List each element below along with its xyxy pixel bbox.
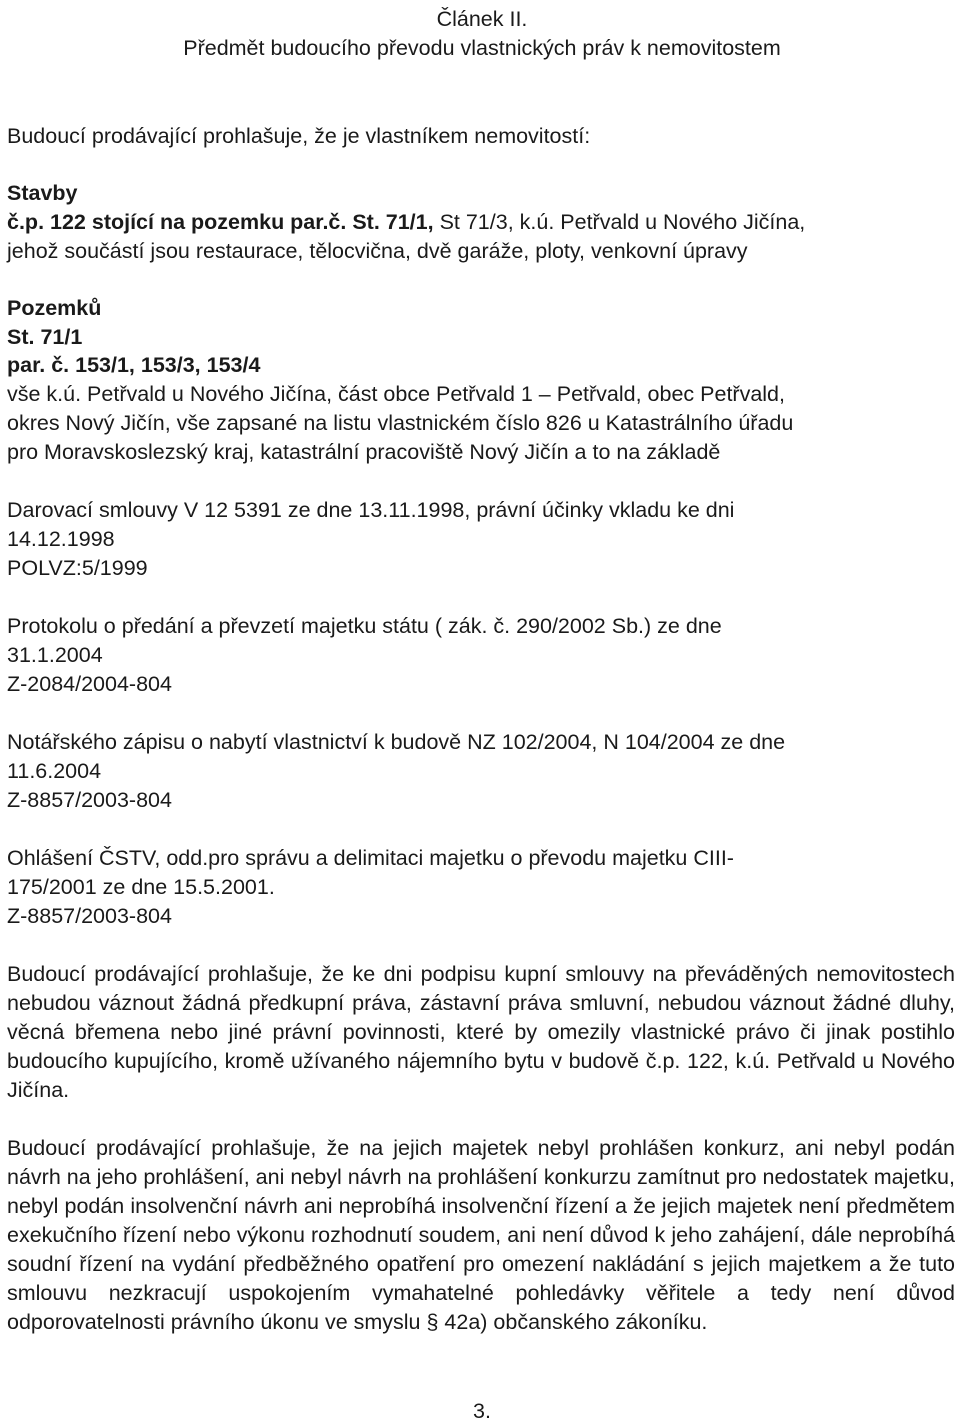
deed-1-line-1: Darovací smlouvy V 12 5391 ze dne 13.11.1998, právní účinky vkladu ke dni [7, 498, 735, 522]
buildings-label: Stavby [7, 181, 78, 205]
deed-1-line-2: 14.12.1998 [7, 527, 115, 551]
deed-2-line-3: Z-2084/2004-804 [7, 672, 172, 696]
page-number: 3. [473, 1399, 491, 1423]
buildings-line-1-bold: č.p. 122 stojící na pozemku par.č. St. 71/1, [7, 210, 434, 234]
deed-3-line-2: 11.6.2004 [7, 759, 102, 783]
deed-2-line-2: 31.1.2004 [7, 643, 103, 667]
land-label: Pozemků [7, 296, 102, 320]
land-line-3: vše k.ú. Petřvald u Nového Jičína, část obce Petřvald 1 – Petřvald, obec Petřvald, [7, 382, 785, 406]
deed-4-line-3: Z-8857/2003-804 [7, 904, 172, 928]
paragraph-encumbrances: Budoucí prodávající prohlašuje, že ke dni podpisu kupní smlouvy na převáděných nemovitostech nebudou váznout žádná předkupní práva, zástavní práva smluvní, nebudou váznout žádné dluhy, věcná břemena nebo jiné právní povinnosti, které by omezily vlastnické právo či jinak postihlo budoucího kupujícího, kromě užívaného nájemního bytu v budově č.p. 122, k.ú. Petřvald u Nového Jičína. [7, 962, 955, 1102]
deed-2-line-1: Protokolu o předání a převzetí majetku státu ( zák. č. 290/2002 Sb.) ze dne [7, 614, 722, 638]
buildings-line-1 [7, 209, 805, 235]
land-line-1: St. 71/1 [7, 325, 83, 349]
deed-3-line-3: Z-8857/2003-804 [7, 788, 172, 812]
intro-text: Budoucí prodávající prohlašuje, že je vlastníkem nemovitostí: [7, 124, 591, 148]
deed-1-line-3: POLVZ:5/1999 [7, 556, 148, 580]
buildings-line-2: jehož součástí jsou restaurace, tělocvična, dvě garáže, ploty, venkovní úpravy [7, 239, 748, 263]
land-line-5: pro Moravskoslezský kraj, katastrální pracoviště Nový Jičín a to na základě [7, 440, 721, 464]
deed-4-line-1: Ohlášení ČSTV, odd.pro správu a delimitaci majetku o převodu majetku CIII- [7, 846, 734, 870]
land-line-4: okres Nový Jičín, vše zapsané na listu vlastnickém číslo 826 u Katastrálního úřadu [7, 411, 794, 435]
land-line-2: par. č. 153/1, 153/3, 153/4 [7, 353, 261, 377]
deed-3-line-1: Notářského zápisu o nabytí vlastnictví k budově NZ 102/2004, N 104/2004 ze dne [7, 730, 786, 754]
deed-4-line-2: 175/2001 ze dne 15.5.2001. [7, 875, 275, 899]
article-heading: Článek II. [436, 7, 528, 31]
buildings-line-1-rest: St 71/3, k.ú. Petřvald u Nového Jičína, [433, 210, 806, 234]
paragraph-bankruptcy: Budoucí prodávající prohlašuje, že na jejich majetek nebyl prohlášen konkurz, ani nebyl podán návrh na jeho prohlášení, ani nebyl návrh na prohlášení konkurzu zamítnut pro nedostatek majetku, nebyl podán insolvenční návrh ani neprobíhá insolvenční řízení a že jejich majetek není předmětem exekučního řízení nebo výkonu rozhodnutí soudem, ani není důvod k jeho zahájení, dále neprobíhá soudní řízení na vydání předběžného opatření pro omezení nakládání s jejich majetkem a že tuto smlouvu nezkracují uspokojením vymahatelné pohledávky věřitele a tedy není důvod odporovatelnosti právního úkonu ve smyslu § 42a) občanského zákoníku. [7, 1136, 955, 1334]
article-subheading: Předmět budoucího převodu vlastnických práv k nemovitostem [183, 36, 781, 60]
